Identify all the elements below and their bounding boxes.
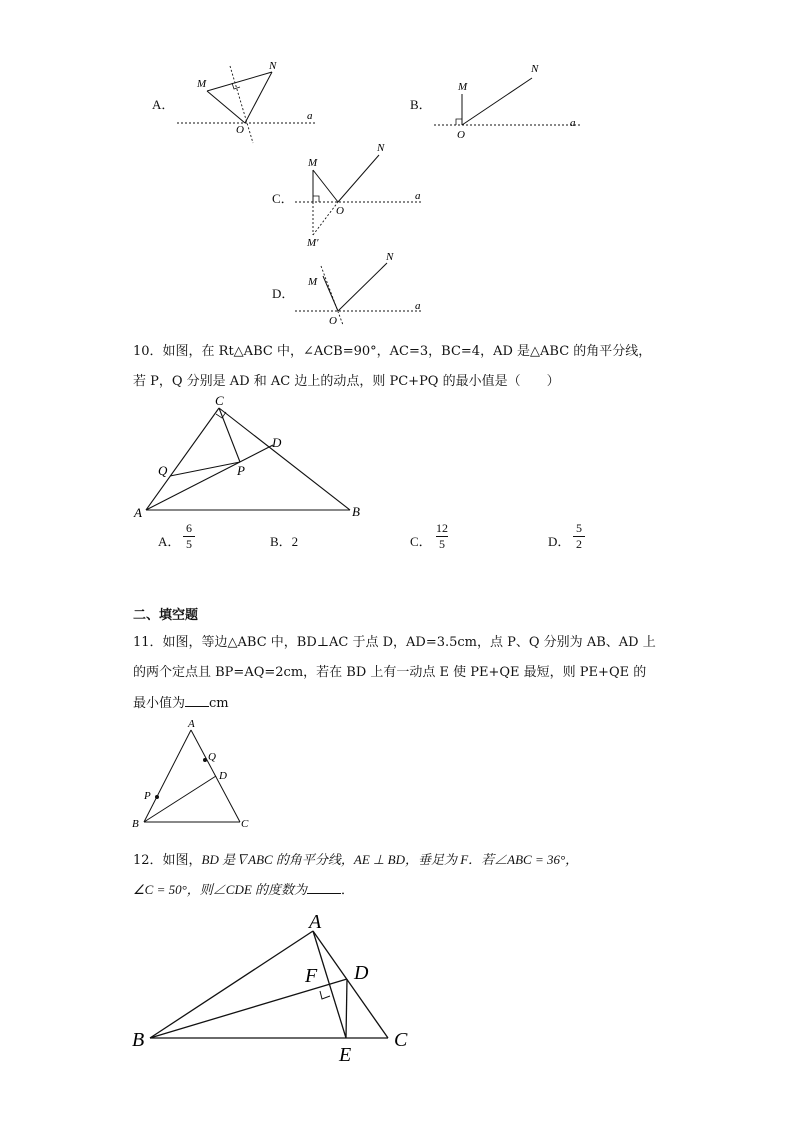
label-a: A (309, 911, 322, 933)
label-a: a (415, 300, 421, 312)
label-c: C (215, 393, 224, 408)
label-p: P (237, 463, 245, 478)
option-c-letter: C． (272, 191, 294, 206)
option-b-letter: B． (410, 97, 432, 112)
q10-choice-c-fraction: 12 5 (436, 521, 448, 551)
q12-line1: 12．如图，BD 是∇ABC 的角平分线，AE ⊥ BD，垂足为 F．若∠ABC = 36°， (133, 852, 579, 868)
label-d: D (354, 962, 369, 984)
option-d-letter: D． (272, 286, 295, 301)
label-n: N (386, 251, 394, 263)
label-a: a (415, 190, 421, 202)
q9-figure-d (293, 250, 433, 330)
label-m-prime: M′ (307, 237, 319, 248)
label-q: Q (158, 463, 168, 478)
q12-figure (128, 906, 428, 1071)
label-c: C (241, 818, 249, 830)
label-a: A (188, 718, 195, 730)
q11-figure (130, 718, 260, 833)
label-d: D (219, 770, 227, 782)
label-m: M (308, 276, 318, 288)
q10-choice-d-fraction: 5 2 (573, 522, 585, 551)
label-m: M (458, 81, 468, 93)
label-n: N (531, 63, 539, 75)
q10-line2: 若 P，Q 分别是 AD 和 AC 边上的动点，则 PC+PQ 的最小值是（ ） (133, 374, 560, 389)
q11-line3: 最小值为 cm (133, 696, 229, 711)
label-a: A (134, 505, 142, 520)
label-o: O (457, 129, 465, 141)
q10-line1: 10．如图，在 Rt△ABC 中，∠ACB=90°，AC=3，BC=4，AD 是△ABC 的角平分线， (133, 344, 652, 359)
label-q: Q (208, 751, 216, 763)
q11-line2: 的两个定点且 BP=AQ=2cm，若在 BD 上有一动点 E 使 PE+QE 最短，则 PE+QE 的 (133, 665, 647, 680)
label-b: B (132, 818, 139, 830)
label-f: F (305, 965, 318, 987)
q10-choice-c-letter: C． (410, 534, 432, 549)
q9-figure-b (432, 60, 582, 145)
label-n: N (377, 143, 385, 154)
q10-choice-d-letter: D． (548, 534, 571, 549)
label-a: a (570, 117, 576, 129)
section-title: 二、填空题 (133, 608, 199, 623)
answer-blank (307, 882, 341, 894)
label-e: E (339, 1044, 352, 1066)
label-o: O (236, 124, 244, 136)
label-p: P (144, 790, 151, 802)
answer-blank (185, 695, 209, 707)
label-o: O (336, 205, 344, 217)
label-o: O (329, 315, 337, 327)
label-b: B (132, 1029, 145, 1051)
q12-line2: ∠C = 50°，则∠CDE 的度数为 ． (133, 882, 355, 898)
label-b: B (352, 504, 360, 519)
q10-choice-a-letter: A． (158, 534, 181, 549)
label-n: N (269, 60, 277, 72)
label-c: C (394, 1029, 408, 1051)
q10-choice-b: B．2 (270, 534, 299, 549)
q10-choice-a-fraction: 6 5 (183, 522, 195, 551)
label-d: D (272, 435, 282, 450)
q9-figure-a (175, 58, 325, 148)
q11-line1: 11．如图，等边△ABC 中，BD⊥AC 于点 D，AD=3.5cm，点 P、Q 分别为 AB、AD 上 (133, 635, 656, 650)
option-a-letter: A． (152, 97, 175, 112)
label-a: a (307, 110, 313, 122)
label-m: M (308, 157, 318, 169)
q10-figure (130, 392, 370, 522)
q9-figure-c (293, 143, 433, 248)
label-m: M (197, 78, 207, 90)
